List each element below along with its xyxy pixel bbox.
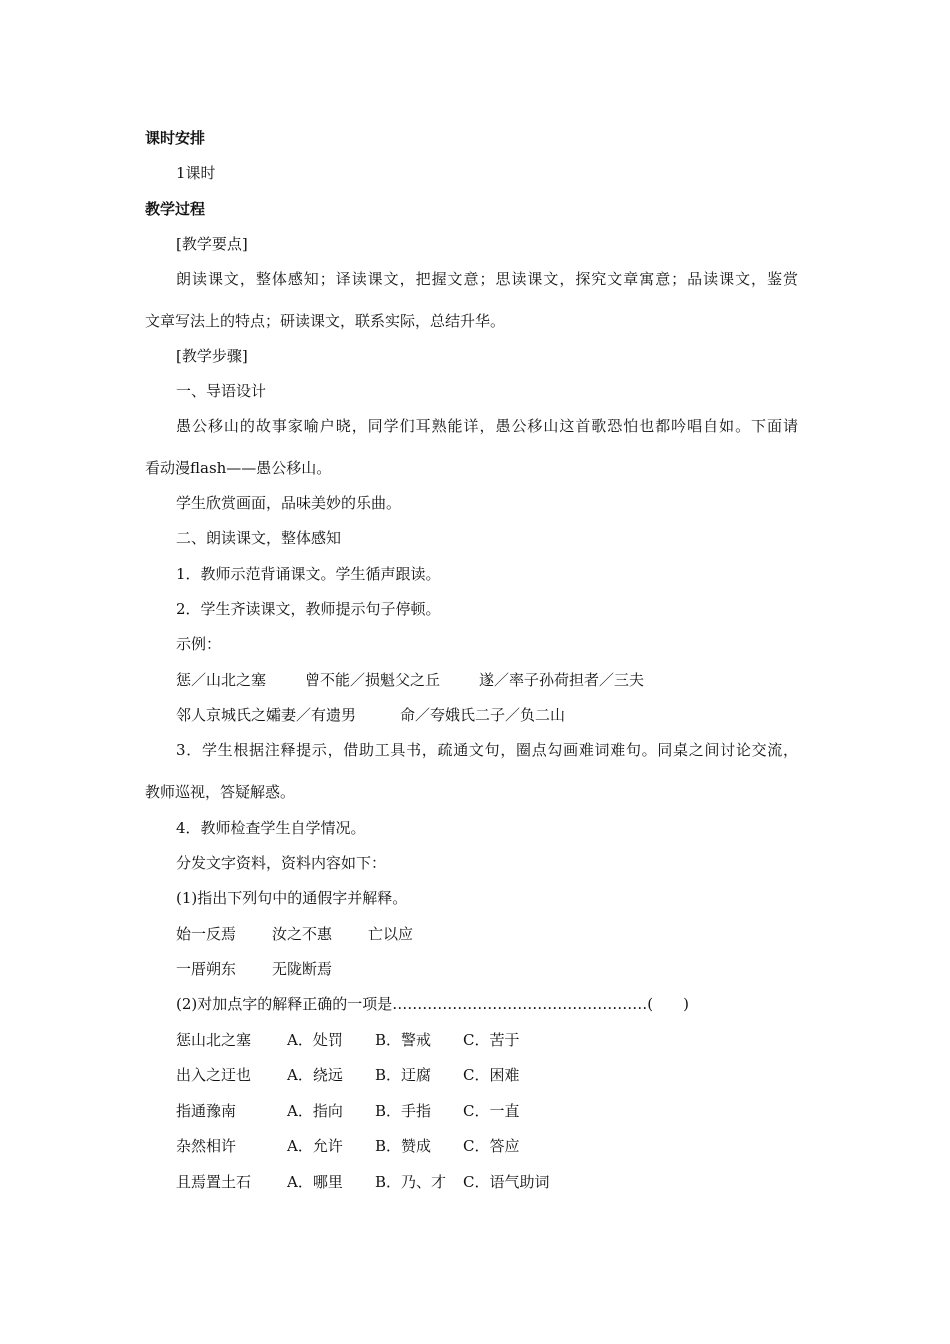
schedule-heading: 课时安排 <box>145 129 206 147</box>
q2-option-c: C．苦于 <box>463 1031 520 1049</box>
q2-word: 杂然相许 <box>176 1137 237 1155</box>
schedule-content: 1课时 <box>176 164 216 182</box>
q2-option-c: C．语气助词 <box>463 1173 550 1191</box>
q2-option-b: B．警戒 <box>375 1031 432 1049</box>
key-points-label: [教学要点] <box>176 235 248 253</box>
step-3-line-1: 3．学生根据注释提示，借助工具书，疏通文句，圈点勾画难词难句。同桌之间讨论交流， <box>176 741 798 759</box>
q2-word: 出入之迂也 <box>176 1066 252 1084</box>
q2-option-b: B．乃、才 <box>375 1173 447 1191</box>
section-1-line-2: 看动漫flash——愚公移山。 <box>145 459 332 477</box>
q2-word: 且焉置土石 <box>176 1173 252 1191</box>
process-heading: 教学过程 <box>145 200 206 218</box>
q2-option-b: B．手指 <box>375 1102 432 1120</box>
q2-word: 指通豫南 <box>176 1102 237 1120</box>
steps-label: [教学步骤] <box>176 347 248 365</box>
question-2: (2)对加点字的解释正确的一项是……………………………………………( ) <box>176 995 689 1013</box>
example-row-1-item: 惩／山北之塞 <box>176 671 267 689</box>
example-row-2-item: 邻人京城氏之孀妻／有遗男 <box>176 706 357 724</box>
q2-option-b: B．迂腐 <box>375 1066 432 1084</box>
q1-row-2-item: 一厝朔东 <box>176 960 237 978</box>
q2-option-c: C．答应 <box>463 1137 520 1155</box>
q2-option-a: A．允许 <box>287 1137 343 1155</box>
q1-row-1-item: 汝之不惠 <box>272 925 333 943</box>
step-1: 1．教师示范背诵课文。学生循声跟读。 <box>176 565 441 583</box>
q2-option-c: C．困难 <box>463 1066 520 1084</box>
q1-row-1-item: 始一反焉 <box>176 925 237 943</box>
example-row-1-item: 曾不能／损魁父之丘 <box>305 671 441 689</box>
example-label: 示例： <box>176 635 222 653</box>
step-4: 4．教师检查学生自学情况。 <box>176 819 366 837</box>
q2-option-b: B．赞成 <box>375 1137 432 1155</box>
key-points-line-2: 文章写法上的特点；研读课文，联系实际，总结升华。 <box>145 312 506 330</box>
q2-option-a: A．处罚 <box>287 1031 343 1049</box>
section-2-title: 二、朗读课文，整体感知 <box>176 529 342 547</box>
section-1-title: 一、导语设计 <box>176 382 267 400</box>
q2-option-a: A．指向 <box>287 1102 343 1120</box>
step-3-line-2: 教师巡视，答疑解惑。 <box>145 783 296 801</box>
example-row-2-item: 命／夸娥氏二子／负二山 <box>400 706 566 724</box>
question-1: (1)指出下列句中的通假字并解释。 <box>176 889 408 907</box>
section-1-note: 学生欣赏画面，品味美妙的乐曲。 <box>176 494 402 512</box>
q2-word: 惩山北之塞 <box>176 1031 252 1049</box>
key-points-line-1: 朗读课文，整体感知；译读课文，把握文意；思读课文，探究文章寓意；品读课文，鉴赏 <box>176 270 798 288</box>
q1-row-2-item: 无陇断焉 <box>272 960 333 978</box>
step-2: 2．学生齐读课文，教师提示句子停顿。 <box>176 600 441 618</box>
q2-option-c: C．一直 <box>463 1102 520 1120</box>
q2-option-a: A．哪里 <box>287 1173 343 1191</box>
section-1-line-1: 愚公移山的故事家喻户晓，同学们耳熟能详，愚公移山这首歌恐怕也都吟唱自如。下面请 <box>176 417 798 435</box>
example-row-1-item: 遂／率子孙荷担者／三夫 <box>479 671 645 689</box>
q1-row-1-item: 亡以应 <box>368 925 414 943</box>
q2-option-a: A．绕远 <box>287 1066 343 1084</box>
handout-intro: 分发文字资料，资料内容如下： <box>176 854 387 872</box>
